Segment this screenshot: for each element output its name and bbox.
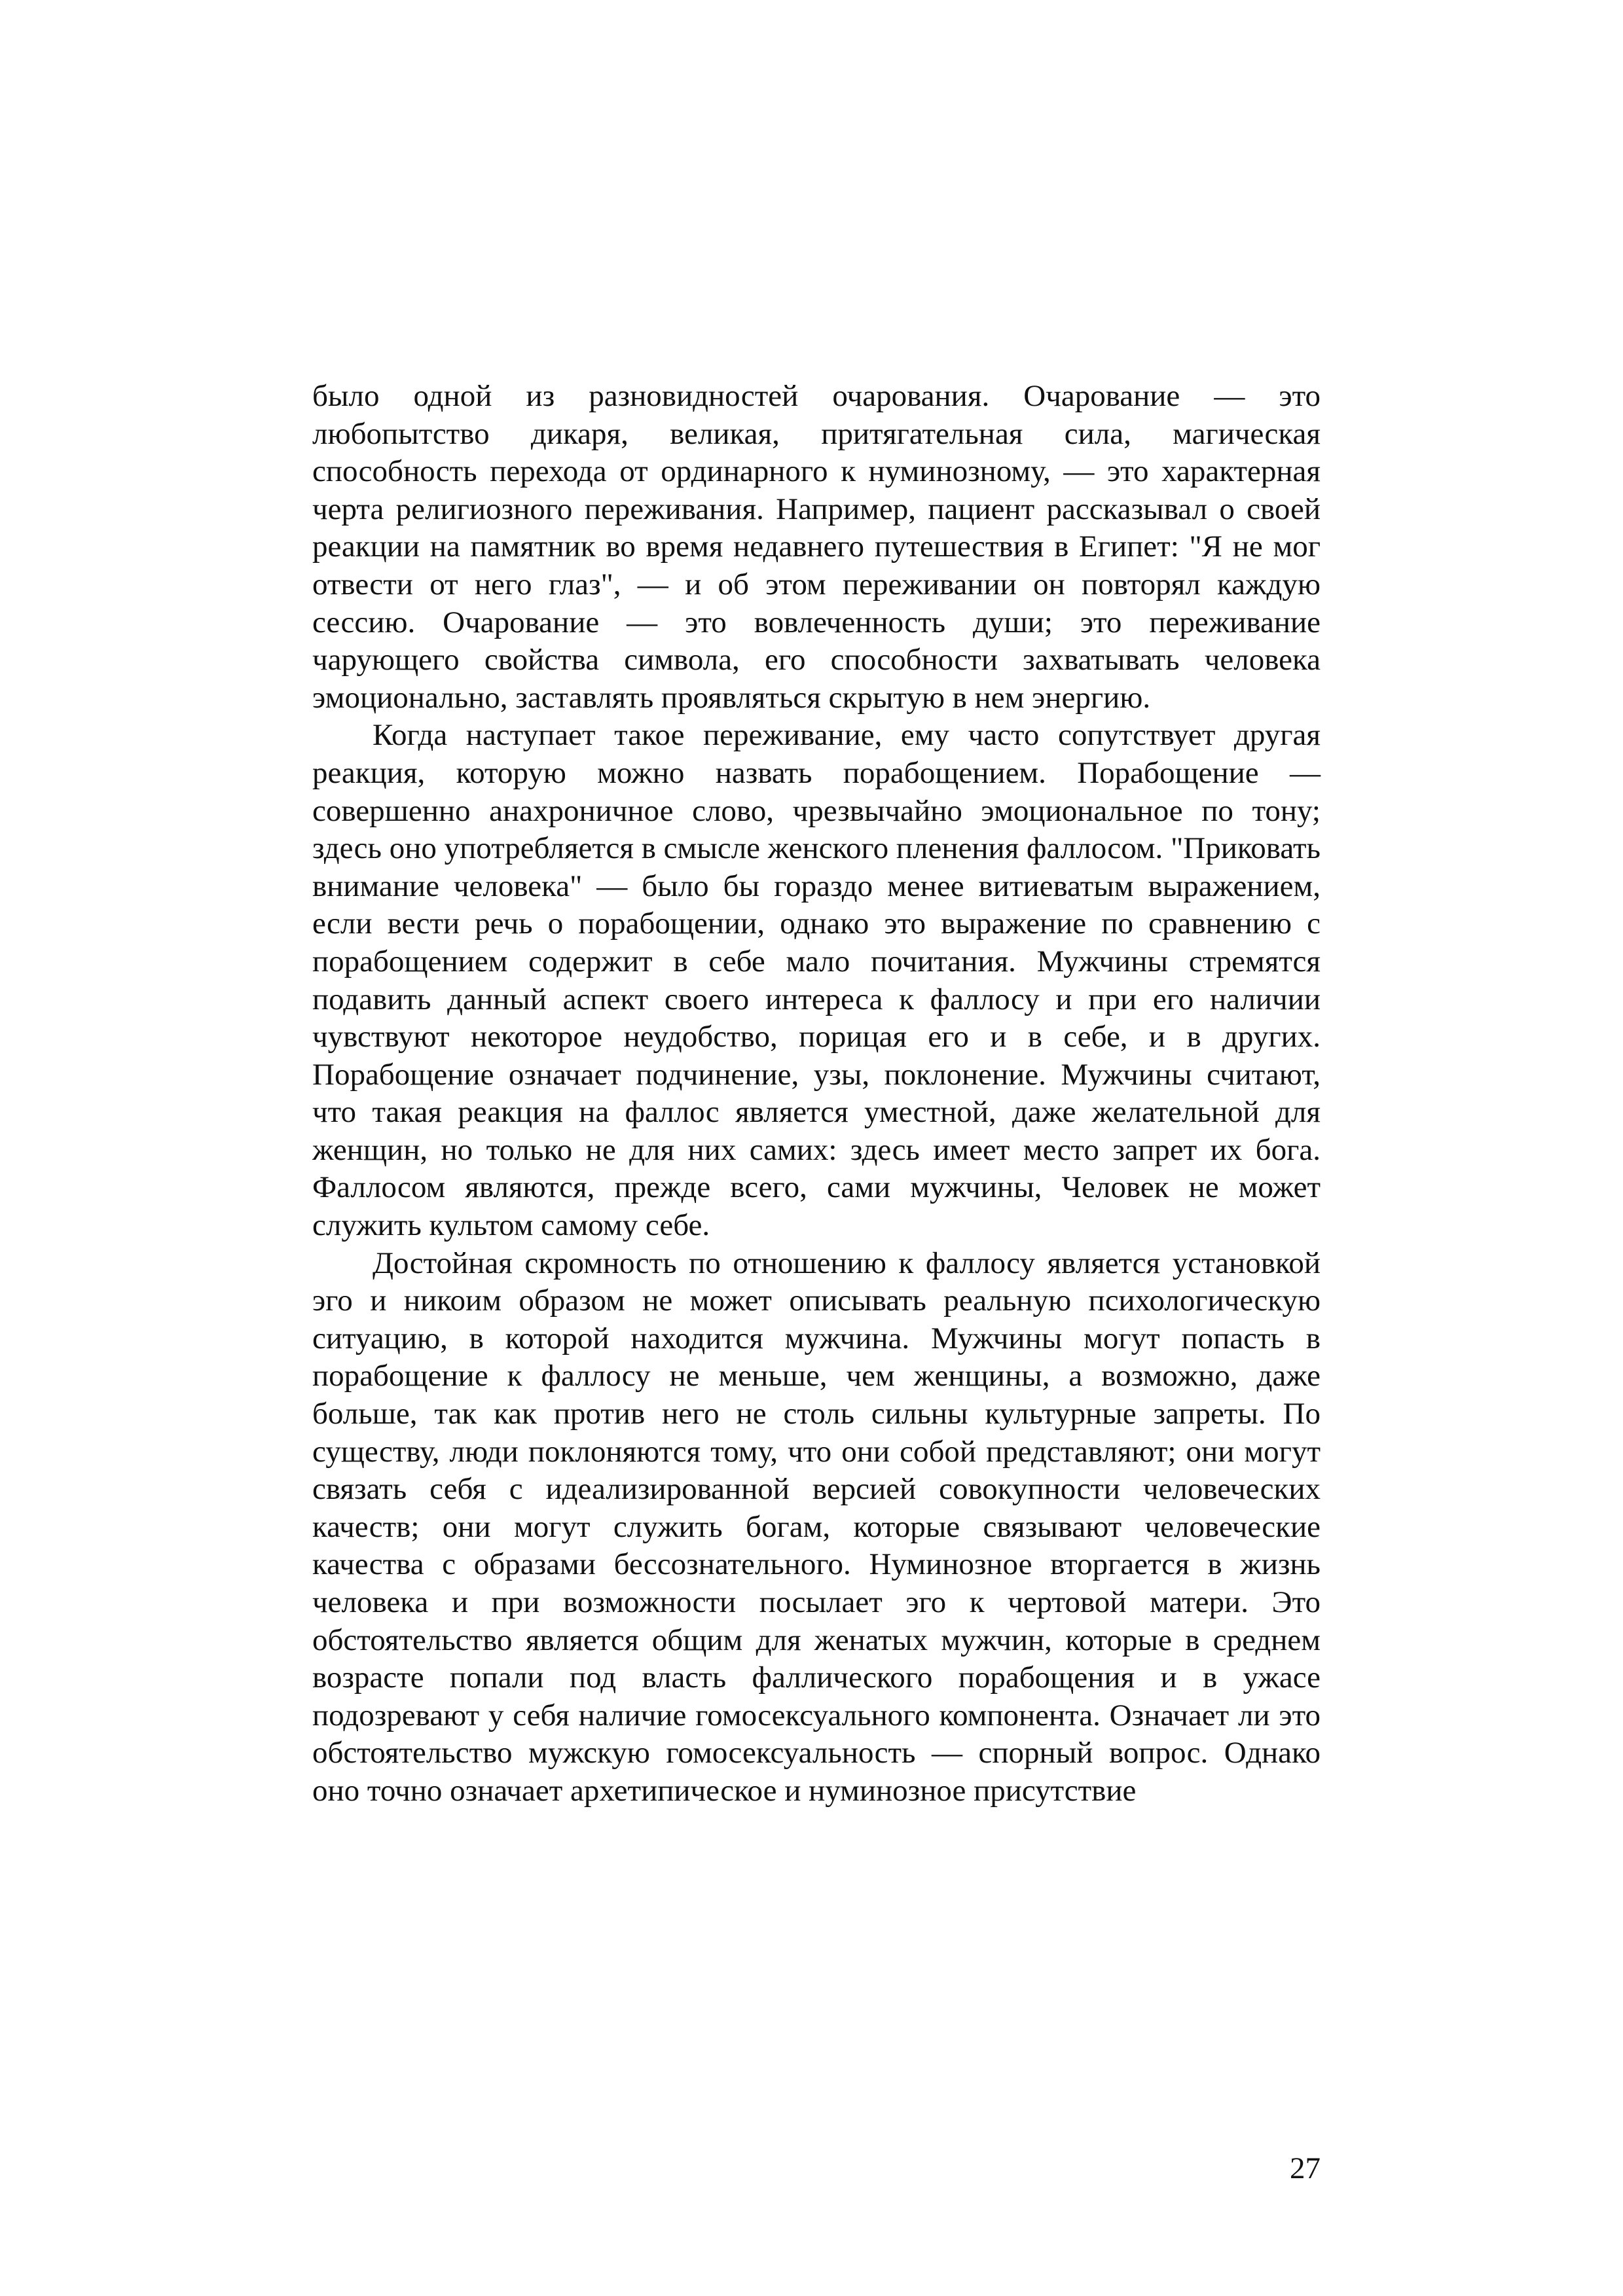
paragraph-1: было одной из разновидностей очарования. Очарование — это любопытство дикаря, великая, притягательная сила, магическая способность перехода от ординарного к нуминозному, — это характерная черта религиозного переживания. Например, пациент рассказывал о своей реакции на памятник во время недавнего путешествия в Египет: "Я не мог отвести от него глаз", — и об этом переживании он повторял каждую сессию. Очарование — это вовлеченность души; это переживание чарующего свойства символа, его способности захватывать человека эмоционально, заставлять проявляться скрытую в нем энергию. xyxy=(312,379,1321,715)
paragraph-2: Когда наступает такое переживание, ему часто сопутствует другая реакция, которую можно назвать порабощением. Порабощение — совершенно анахроничное слово, чрезвычайно эмоциональное по тону; здесь оно употребляется в смысле женского пленения фаллосом. "Приковать внимание человека" — было бы гораздо менее витиеватым выражением, если вести речь о порабощении, однако это выражение по сравнению с порабощением содержит в себе мало почитания. Мужчины стремятся подавить данный аспект своего интереса к фаллосу и при его наличии чувствуют некоторое неудобство, порицая его и в себе, и в других. Порабощение означает подчинение, узы, поклонение. Мужчины считают, что такая реакция на фаллос является уместной, даже желательной для женщин, но только не для них самих: здесь имеет место запрет их бога. Фаллосом являются, прежде всего, сами мужчины, Человек не может служить культом самому себе. xyxy=(312,718,1321,1243)
body-text xyxy=(312,378,1321,1810)
paragraph-3: Достойная скромность по отношению к фаллосу является установкой эго и никоим образом не может описывать реальную психологическую ситуацию, в которой находится мужчина. Мужчины могут попасть в порабощение к фаллосу не меньше, чем женщины, а возможно, даже больше, так как против него не столь сильны культурные запреты. По существу, люди поклоняются тому, что они собой представляют; они могут связать себя с идеализированной версией совокупности человеческих качеств; они могут служить богам, которые связывают человеческие качества с образами бессознательного. Нуминозное вторгается в жизнь человека и при возможности посылает эго к чертовой матери. Это обстоятельство является общим для женатых мужчин, которые в среднем возрасте попали под власть фаллического порабощения и в ужасе подозревают у себя наличие гомосексуального компонента. Означает ли это обстоятельство мужскую гомосексуальность — спорный вопрос. Однако оно точно означает архетипическое и нуминозное присутствие xyxy=(312,1246,1321,1808)
page-number: 27 xyxy=(1290,2151,1321,2185)
